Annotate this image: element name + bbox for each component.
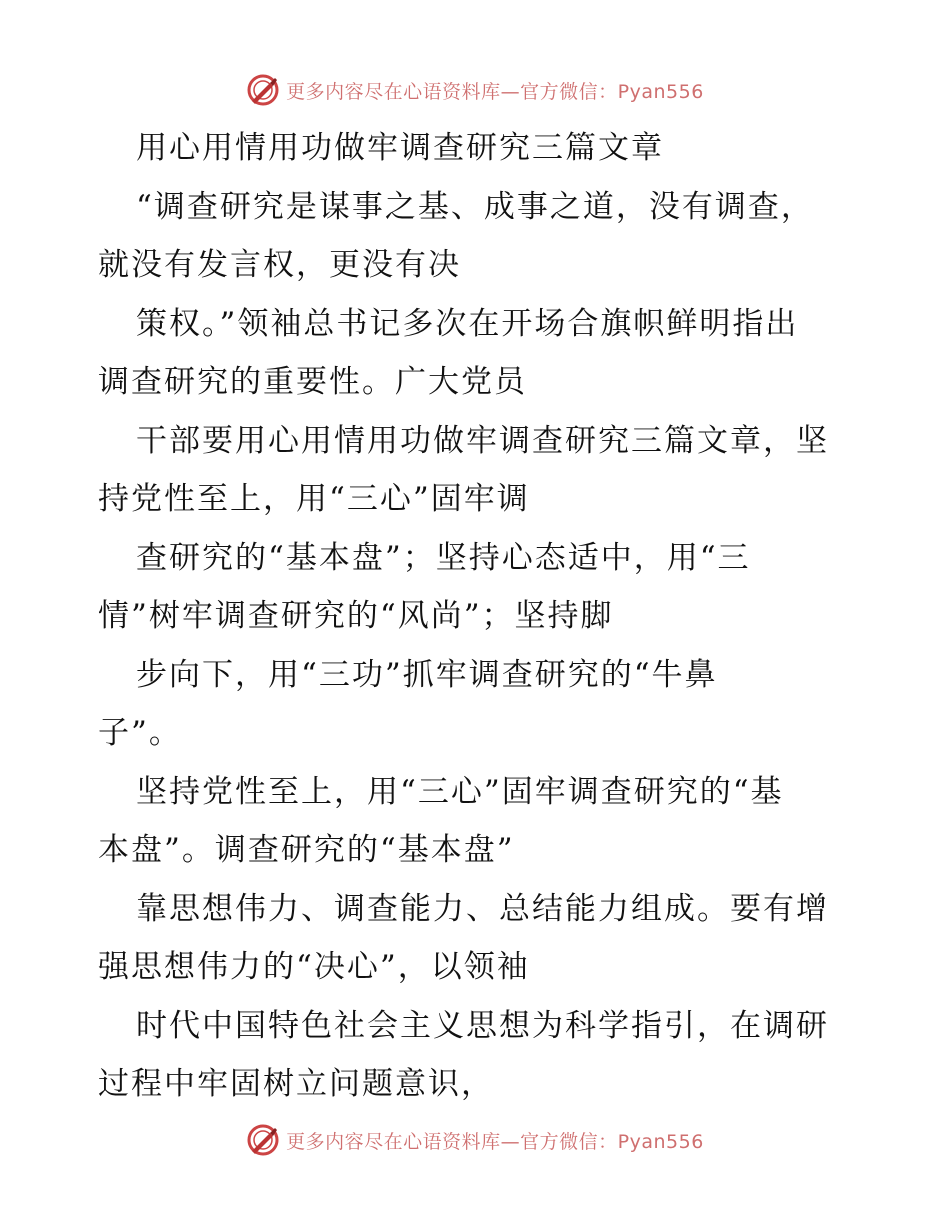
text-line: 干部要用心用情用功做牢调查研究三篇文章，坚 [136, 422, 829, 459]
text-line: 用心用情用功做牢调查研究三篇文章 [136, 130, 664, 166]
watermark-header [0, 70, 950, 110]
text-line: 时代中国特色社会主义思想为科学指引，在调研 [136, 1007, 829, 1044]
text-line: “调查研究是谋事之基、成事之道，没有调查， [136, 188, 814, 225]
text-line: 步向下，用“三功”抓牢调查研究的“牛鼻 [136, 656, 718, 693]
pen-logo-icon [246, 1123, 280, 1157]
text-line: 查研究的“基本盘”；坚持心态适中，用“三 [136, 539, 751, 576]
text-line: 坚持党性至上，用“三心”固牢调查研究的“基 [136, 773, 784, 810]
text-line: 策权。”领袖总书记多次在开场合旗帜鲜明指出 [136, 305, 799, 342]
text-line: 情”树牢调查研究的“风尚”；坚持脚 [98, 598, 614, 634]
document-body [98, 119, 858, 1114]
text-line: 调查研究的重要性。广大党员 [98, 364, 527, 400]
text-line: 过程中牢固树立问题意识， [98, 1066, 494, 1102]
pen-logo-icon [246, 73, 280, 107]
text-line: 本盘”。调查研究的“基本盘” [98, 832, 515, 868]
text-line: 就没有发言权，更没有决 [98, 247, 461, 283]
text-line: 持党性至上，用“三心”固牢调 [98, 481, 530, 517]
text-line: 强思想伟力的“决心”，以领袖 [98, 949, 530, 985]
text-line: 子”。 [98, 715, 182, 751]
watermark-text: 更多内容尽在心语资料库—官方微信：Pyan556 [286, 1130, 704, 1153]
watermark-footer [0, 1120, 950, 1160]
watermark-text: 更多内容尽在心语资料库—官方微信：Pyan556 [286, 80, 704, 103]
text-line: 靠思想伟力、调查能力、总结能力组成。要有增 [136, 890, 829, 927]
